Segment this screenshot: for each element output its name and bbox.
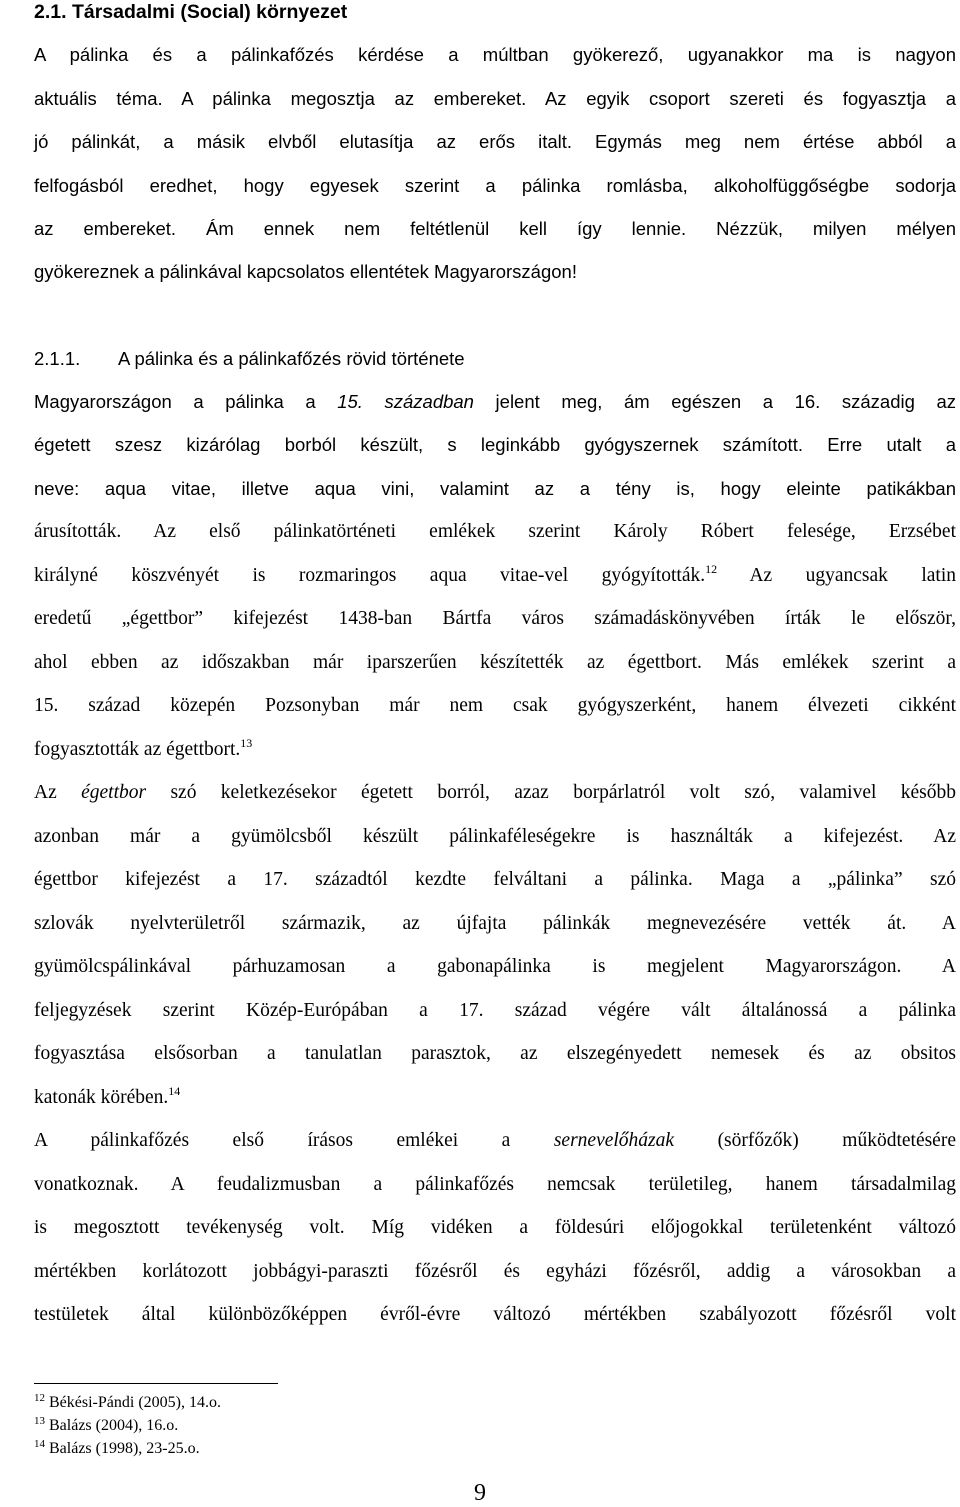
paragraph-line: Magyarországon a pálinka a 15. században jelent meg, ám egészen a 16. századig az [34, 391, 956, 412]
paragraph-line: égettbor kifejezést a 17. századtól kezdte felváltani a pálinka. Maga a „pálinka” szó [34, 869, 956, 890]
subsection-number: 2.1.1. [34, 348, 81, 369]
paragraph-line: eredetű „égettbor” kifejezést 1438-ban Bártfa város számadáskönyvében írták le először, [34, 608, 956, 629]
paragraph-line: fogyasztották az égettbort.$^{13}$ [34, 736, 253, 760]
paragraph-line: az embereket. Ám ennek nem feltétlenül kell így lennie. Nézzük, milyen mélyen [34, 218, 956, 239]
paragraph-line: fogyasztása elsősorban a tanulatlan parasztok, az elszegényedett nemesek és az obsitos [34, 1043, 956, 1064]
paragraph-line: Az égettbor szó keletkezésekor égetett borról, azaz borpárlatról volt szó, valamivel később [34, 782, 956, 803]
paragraph-line: árusították. Az első pálinkatörténeti emlékek szerint Károly Róbert felesége, Erzsébet [34, 521, 956, 542]
paragraph-line: feljegyzések szerint Közép-Európában a 17. század végére vált általánossá a pálinka [34, 1000, 956, 1021]
section-heading: 2.1. Társadalmi (Social) környezet [34, 1, 348, 23]
paragraph-line: mértékben korlátozott jobbágyi-paraszti főzésről és egyházi főzésről, addig a városokban a [34, 1261, 956, 1282]
paragraph-line: gyökereznek a pálinkával kapcsolatos ellentétek Magyarországon! [34, 261, 577, 282]
paragraph-line: 15. század közepén Pozsonyban már nem csak gyógyszerként, hanem élvezeti cikként [34, 695, 956, 716]
footnote: $^{14}$ Balázs (1998), 23-25.o. [34, 1438, 200, 1457]
paragraph-line: A pálinkafőzés első írásos emlékei a sernevelőházak (sörfőzők) működtetésére [34, 1130, 956, 1151]
footnote-ref: 14 [168, 1084, 181, 1098]
subsection-title: A pálinka és a pálinkafőzés rövid története [118, 348, 465, 369]
footnote: $^{12}$ Békési-Pándi (2005), 14.o. [34, 1392, 221, 1411]
paragraph-line: gyümölcspálinkával párhuzamosan a gabonapálinka is megjelent Magyarországon. A [34, 956, 956, 977]
paragraph-line: testületek által különbözőképpen évről-évre változó mértékben szabályozott főzésről volt [34, 1304, 956, 1325]
subsection-heading [34, 348, 465, 370]
paragraph-line: azonban már a gyümölcsből készült pálinkaféleségekre is használták a kifejezést. Az [34, 826, 956, 847]
paragraph-line: királyné köszvényét is rozmaringos aqua vitae-vel gyógyították.$^{12}$ Az ugyancsak latin [34, 562, 957, 586]
paragraph-line: jó pálinkát, a másik elvből elutasítja az erős italt. Egymás meg nem értése abból a [34, 131, 956, 152]
page-number: 9 [474, 1480, 486, 1506]
paragraph-line: égetett szesz kizárólag borból készült, s leginkább gyógyszernek számított. Erre utalt a [34, 434, 956, 455]
paragraph-line: felfogásból eredhet, hogy egyesek szerint a pálinka romlásba, alkoholfüggőségbe sodorja [34, 175, 956, 196]
paragraph-line: neve: aqua vitae, illetve aqua vini, valamint az a tény is, hogy eleinte patikákban [34, 478, 956, 499]
footnote-ref: 12 [705, 562, 718, 576]
footnote-separator [34, 1383, 278, 1384]
paragraph-line: A pálinka és a pálinkafőzés kérdése a múltban gyökerező, ugyanakkor ma is nagyon [34, 44, 956, 65]
paragraph-line: ahol ebben az időszakban már iparszerűen készítették az égettbort. Más emlékek szerint a [34, 652, 956, 673]
paragraph-line: katonák körében.$^{14}$ [34, 1084, 181, 1108]
paragraph-line: vonatkoznak. A feudalizmusban a pálinkafőzés nemcsak területileg, hanem társadalmilag [34, 1174, 956, 1195]
paragraph-line: is megosztott tevékenység volt. Míg vidéken a földesúri előjogokkal területenként változó [34, 1217, 956, 1238]
footnote: $^{13}$ Balázs (2004), 16.o. [34, 1415, 179, 1434]
paragraph-line: szlovák nyelvterületről származik, az újfajta pálinkák megnevezésére vették át. A [34, 913, 956, 934]
paragraph-line: aktuális téma. A pálinka megosztja az embereket. Az egyik csoport szereti és fogyasztja a [34, 88, 956, 109]
footnote-ref: 13 [240, 736, 253, 750]
